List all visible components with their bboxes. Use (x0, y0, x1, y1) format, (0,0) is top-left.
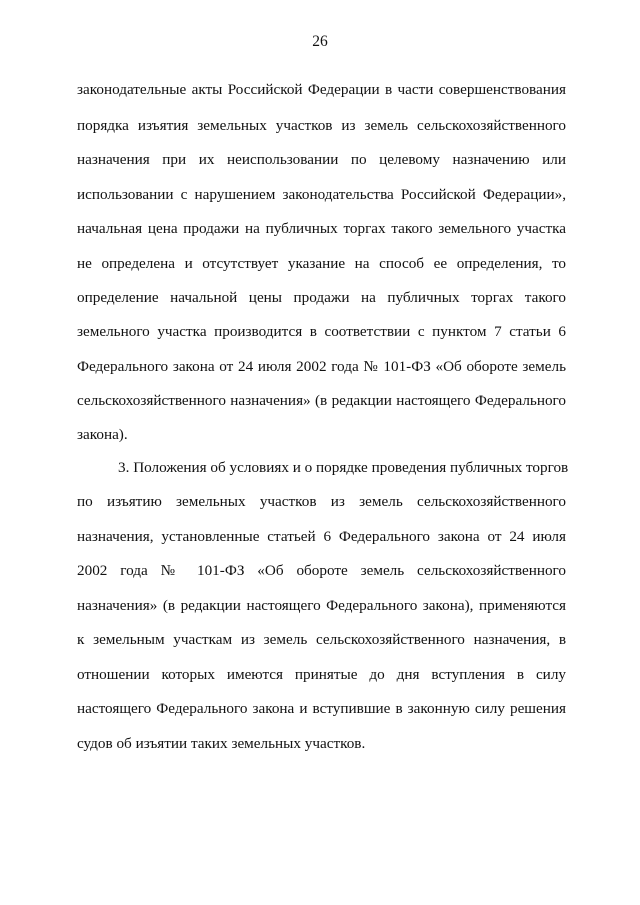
text-line: назначения при их неиспользовании по целевому назначению или (77, 151, 566, 168)
text-line: определение начальной цены продажи на публичных торгах такого (77, 289, 566, 306)
text-line: назначения, установленные статьей 6 Федерального закона от 24 июля (77, 528, 566, 545)
text-line: Федерального закона от 24 июля 2002 года № 101-ФЗ «Об обороте земель (77, 358, 566, 375)
text-line: судов об изъятии таких земельных участков. (77, 735, 366, 752)
text-line: назначения» (в редакции настоящего Федерального закона), применяются (77, 597, 566, 614)
text-line: закона). (77, 426, 128, 443)
text-line: земельного участка производится в соответствии с пунктом 7 статьи 6 (77, 323, 566, 340)
text-line: к земельным участкам из земель сельскохозяйственного назначения, в (77, 631, 566, 648)
text-line: 3. Положения об условиях и о порядке проведения публичных торгов (118, 459, 569, 476)
text-line: по изъятию земельных участков из земель сельскохозяйственного (77, 493, 566, 510)
page-number: 26 (312, 33, 328, 50)
text-line: начальная цена продажи на публичных торгах такого земельного участка (77, 220, 566, 237)
text-line: 2002 года № 101-ФЗ «Об обороте земель сельскохозяйственного (77, 562, 566, 579)
text-line: порядка изъятия земельных участков из земель сельскохозяйственного (77, 117, 566, 134)
text-line: сельскохозяйственного назначения» (в редакции настоящего Федерального (77, 392, 566, 409)
text-line: отношении которых имеются принятые до дня вступления в силу (77, 666, 566, 683)
text-line: настоящего Федерального закона и вступившие в законную силу решения (77, 700, 566, 717)
text-line: законодательные акты Российской Федерации в части совершенствования (77, 81, 566, 98)
text-line: не определена и отсутствует указание на способ ее определения, то (77, 255, 566, 272)
text-line: использовании с нарушением законодательства Российской Федерации», (77, 186, 566, 203)
